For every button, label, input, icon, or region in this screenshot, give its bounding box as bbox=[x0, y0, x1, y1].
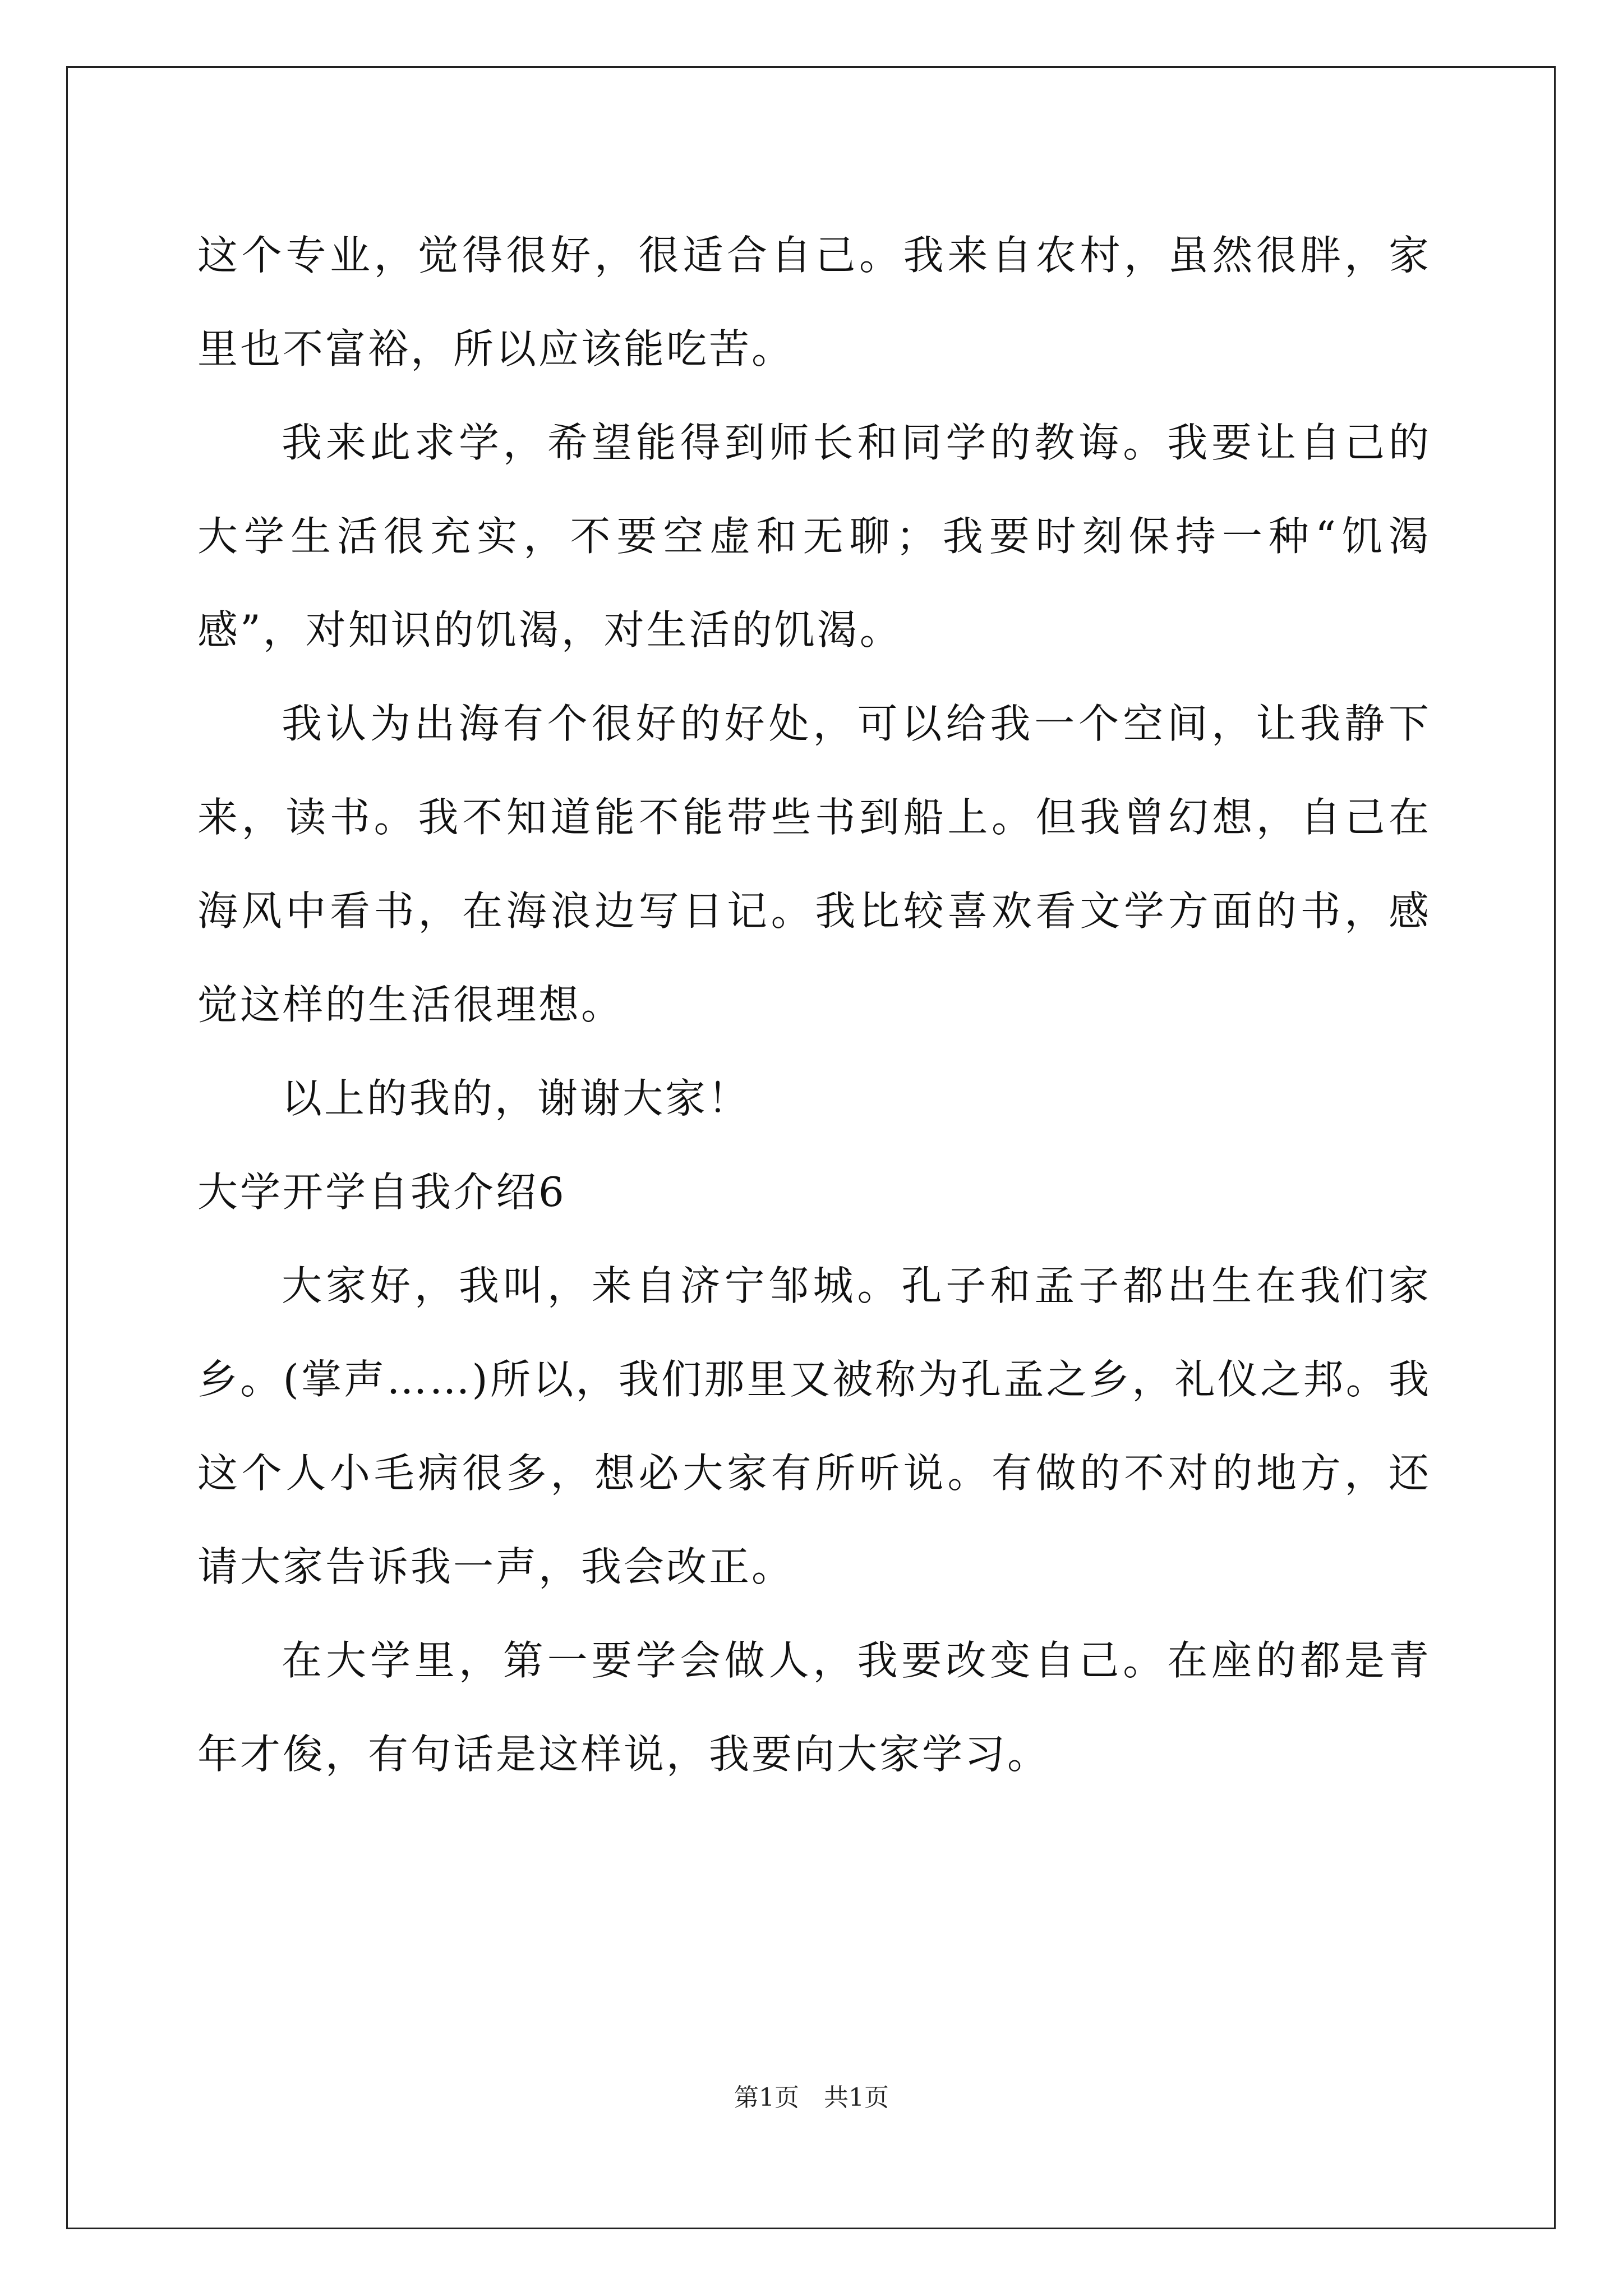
paragraph-3: 我认为出海有个很好的好处，可以给我一个空间，让我静下来，读书。我不知道能不能带些书到船上。但我曾幻想，自己在海风中看书，在海浪边写日记。我比较喜欢看文学方面的书，感觉这样的生活很理想。 bbox=[197, 700, 1431, 1028]
paragraph-6: 在大学里，第一要学会做人，我要改变自己。在座的都是青年才俊，有句话是这样说，我要向大家学习。 bbox=[197, 1637, 1431, 1778]
paragraph-4: 以上的我的，谢谢大家！ bbox=[282, 1075, 751, 1122]
paragraph-2: 我来此求学，希望能得到师长和同学的教诲。我要让自己的大学生活很充实，不要空虚和无聊；我要时刻保持一种“饥渴感”，对知识的饥渴，对生活的饥渴。 bbox=[197, 419, 1431, 654]
section-heading: 大学开学自我介绍6 bbox=[197, 1168, 566, 1216]
document-body bbox=[197, 209, 1431, 1801]
paragraph-5: 大家好，我叫，来自济宁邹城。孔子和孟子都出生在我们家乡。(掌声……)所以，我们那里又被称为孔孟之乡，礼仪之邦。我这个人小毛病很多，想必大家有所听说。有做的不对的地方，还请大家告诉我一声，我会改正。 bbox=[197, 1262, 1431, 1590]
page-footer: 第1页 共1页 bbox=[734, 2083, 889, 2112]
paragraph-1: 这个专业，觉得很好，很适合自己。我来自农村，虽然很胖，家里也不富裕，所以应该能吃苦。 bbox=[197, 232, 1431, 372]
